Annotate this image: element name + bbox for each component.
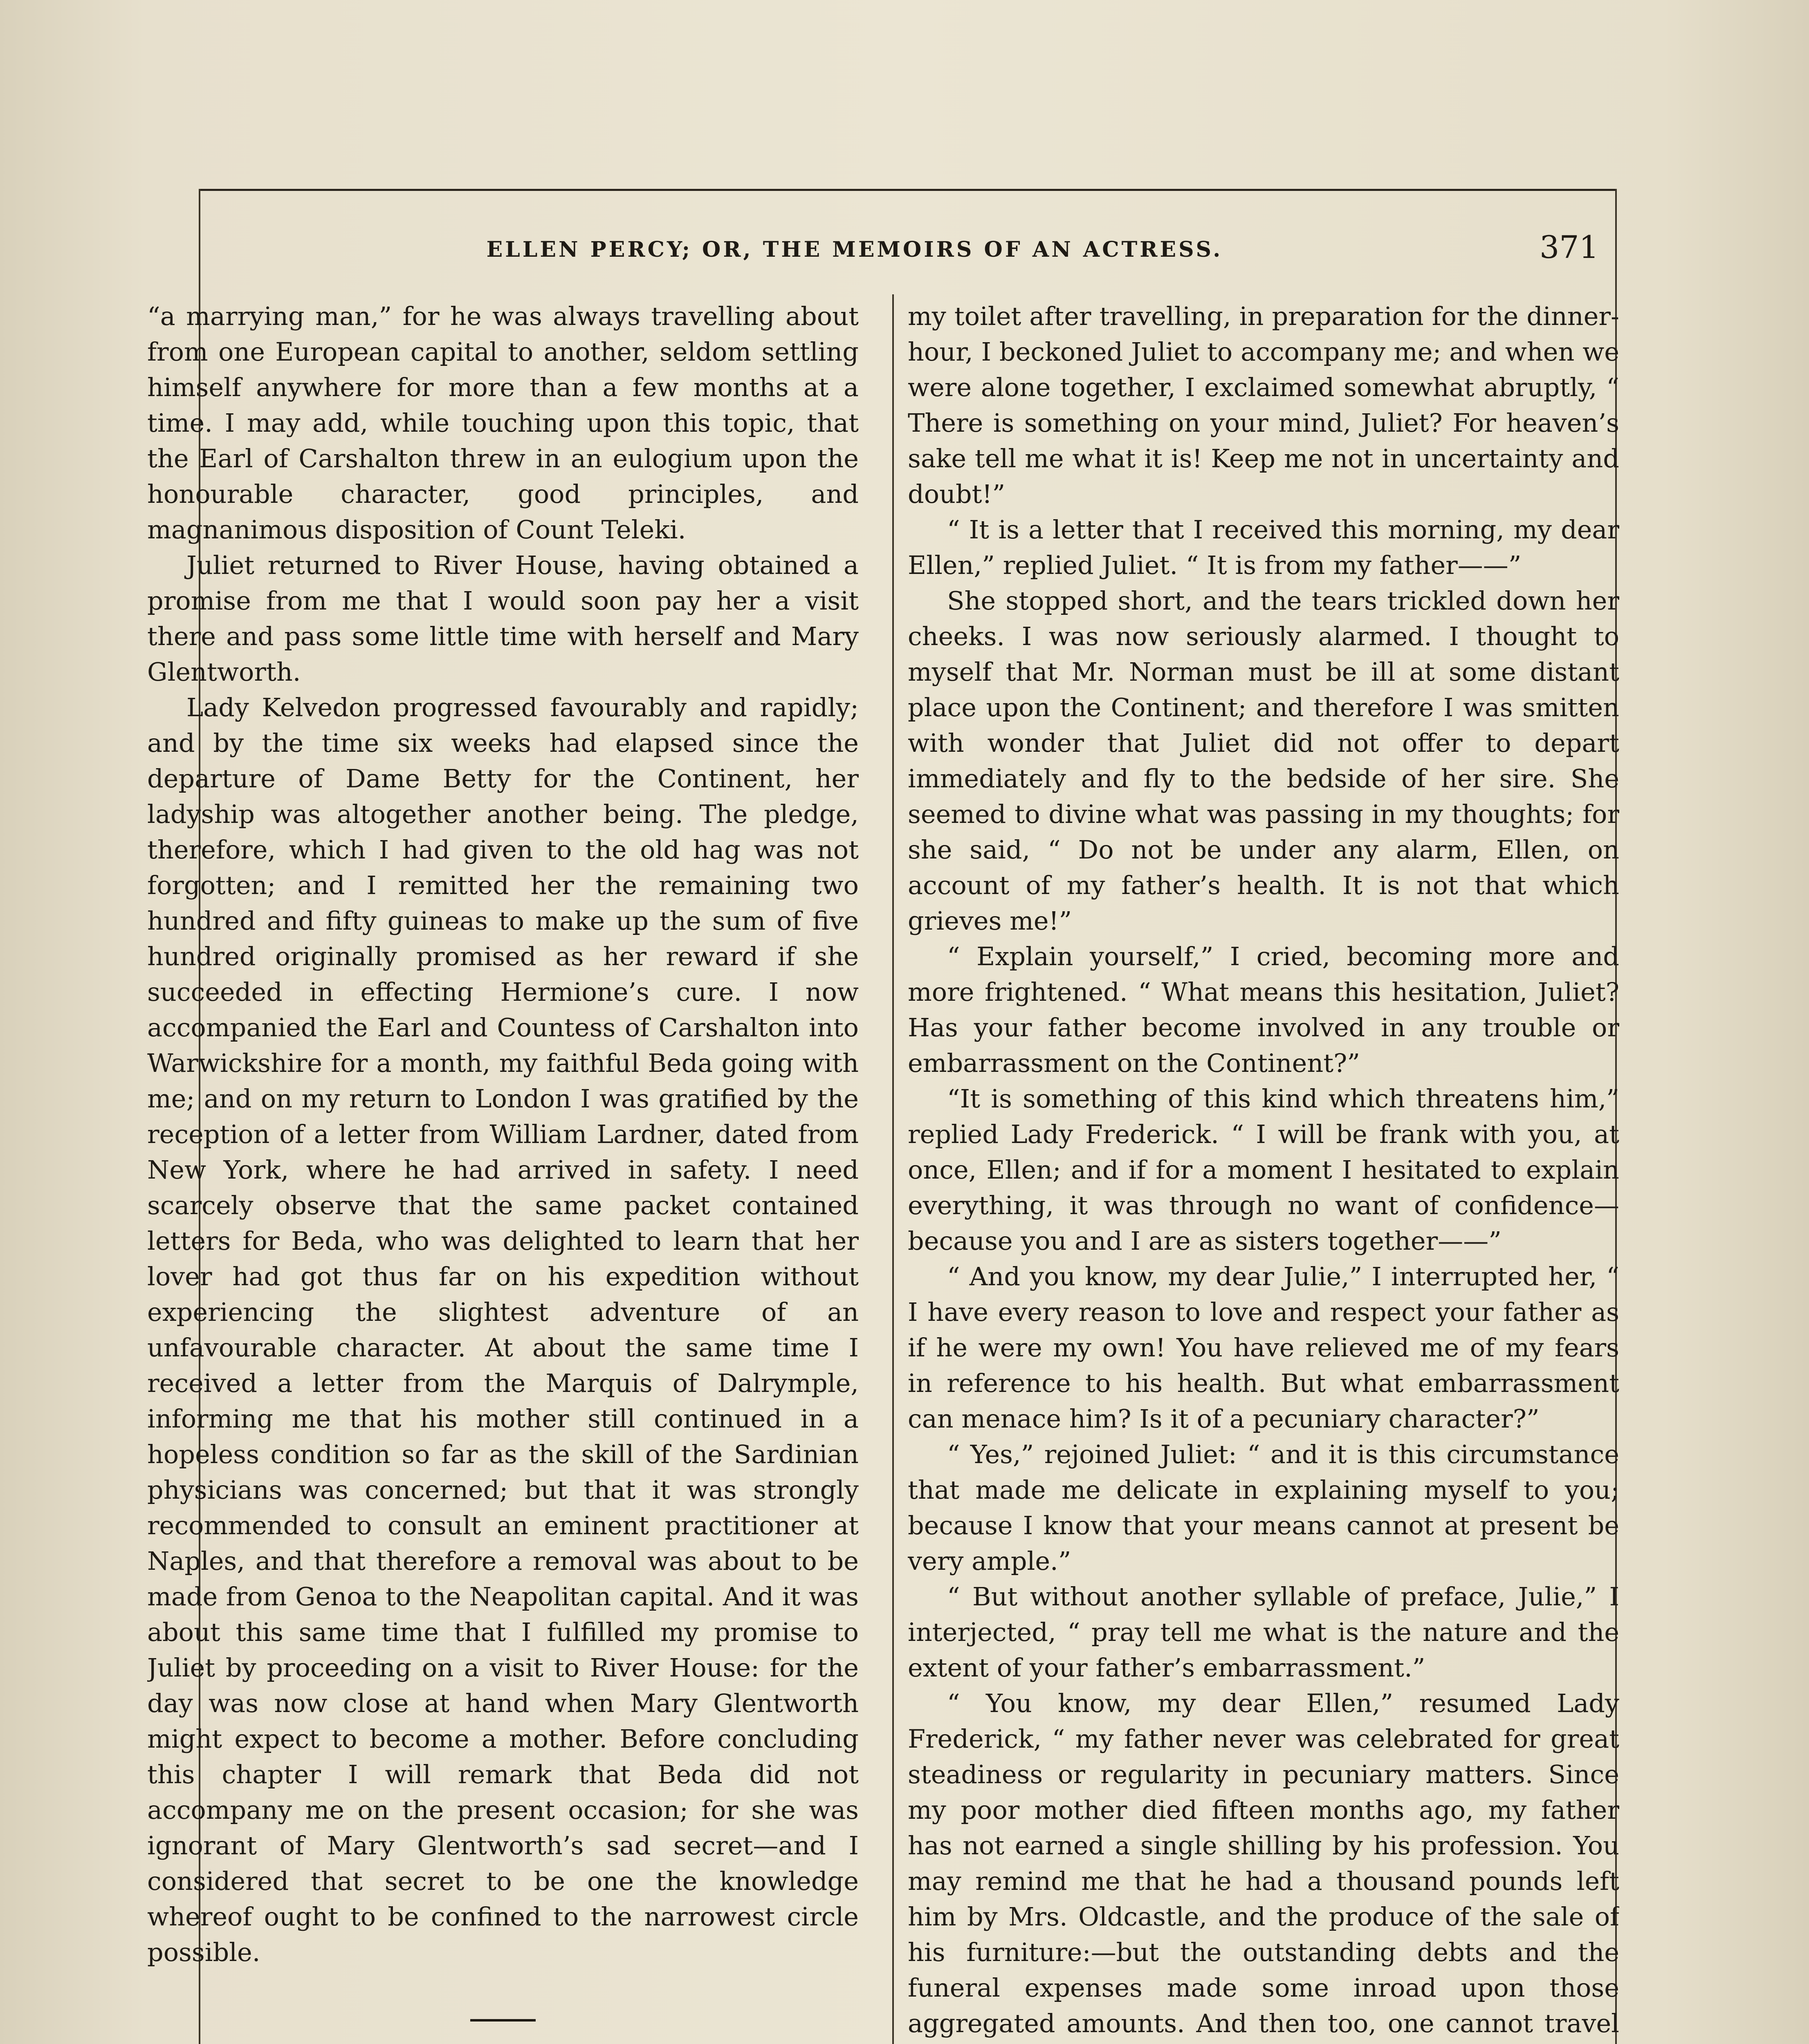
paragraph: Juliet returned to River House, having obtained a promise from me that I would soon pay her a visit there and pass some little time with herself and Mary Glentworth.	[147, 550, 859, 687]
left-column	[147, 298, 859, 2044]
column-divider	[892, 294, 894, 2044]
paragraph: “ But without another syllable of preface, Julie,” I interjected, “ pray tell me what is the nature and the extent of your father’s embarrassment.”	[908, 1582, 1619, 1683]
paragraph: my toilet after travelling, in preparation for the dinner-hour, I beckoned Juliet to accompany me; and when we were alone together, I exclaimed somewhat abruptly, “ There is something on your mind, Juliet? For heaven’s sake tell me what it is! Keep me not in uncertainty and doubt!”	[908, 301, 1619, 509]
paragraph: “ You know, my dear Ellen,” resumed Lady Frederick, “ my father never was celebrated for great steadiness or regularity in pecuniary matters. Since my poor mother died fifteen months ago, my father has not earned a single shilling by his profession. You may remind me that he had a thousand pounds left him by Mrs. Oldcastle, and the produce of the sale of his furniture:—but the outstanding debts and the funeral expenses made some inroad upon those aggregated amounts. And then too, one cannot travel	[908, 1688, 1619, 2038]
paragraph: “ It is a letter that I received this morning, my dear Ellen,” replied Juliet. “ It is from my father——”	[908, 515, 1619, 580]
paragraph: She stopped short, and the tears trickled down her cheeks. I was now seriously alarmed. I thought to myself that Mr. Norman must be ill at some distant place upon the Continent; and therefore I was smitten with wonder that Juliet did not offer to depart immediately and fly to the bedside of her sire. She seemed to divine what was passing in my thoughts; for she said, “ Do not be under any alarm, Ellen, on account of my father’s health. It is not that which grieves me!”	[908, 586, 1619, 936]
paragraph: “ Explain yourself,” I cried, becoming more and more frightened. “ What means this hesitation, Juliet? Has your father become involved in any trouble or embarrassment on the Continent?”	[908, 941, 1619, 1078]
running-title: ELLEN PERCY; OR, THE MEMOIRS OF AN ACTRESS.	[486, 237, 1223, 262]
paragraph: “a marrying man,” for he was always travelling about from one European capital to another, seldom settling himself anywhere for more than a few months at a time. I may add, while touching upon this topic, that the Earl of Carshalton threw in an eulogium upon the honourable character, good principles, and magnanimous disposition of Count Teleki.	[147, 301, 859, 545]
paragraph: “ And you know, my dear Julie,” I interrupted her, “ I have every reason to love and respect your father as if he were my own! You have relieved me of my fears in reference to his health. But what embarrassment can menace him? Is it of a pecuniary character?”	[908, 1262, 1619, 1434]
paragraph: “It is something of this kind which threatens him,” replied Lady Frederick. “ I will be frank with you, at once, Ellen; and if for a moment I hesitated to explain everything, it was through no want of confidence—because you and I are as sisters together——”	[908, 1084, 1619, 1256]
paragraph: Lady Kelvedon progressed favourably and rapidly; and by the time six weeks had elapsed since the departure of Dame Betty for the Continent, her ladyship was altogether another being. The pledge, therefore, which I had given to the old hag was not forgotten; and I remitted her the remaining two hundred and fifty guineas to make up the sum of five hundred originally promised as her reward if she succeeded in effecting Hermione’s cure. I now accompanied the Earl and Countess of Carshalton into Warwickshire for a month, my faithful Beda going with me; and on my return to London I was gratified by the reception of a letter from William Lardner, dated from New York, where he had arrived in safety. I need scarcely observe that the same packet contained letters for Beda, who was delighted to learn that her lover had got thus far on his expedition without experiencing the slightest adventure of an unfavourable character. At about the same time I received a letter from the Marquis of Dalrymple, informing me that his mother still continued in a hopeless condition so far as the skill of the Sardinian physicians was concerned; but that it was strongly recommended to consult an eminent practitioner at Naples, and that therefore a removal was about to be made from Genoa to the Neapolitan capital. And it was about this same time that I fulfilled my promise to Juliet by proceeding on a visit to River House: for the day was now close at hand when Mary Glentworth might expect to become a mother. Before concluding this chapter I will remark that Beda did not accompany me on the present occasion; for she was ignorant of Mary Glentworth’s sad secret—and I considered that secret to be one the knowledge whereof ought to be confined to the narrowest circle possible.	[147, 693, 859, 1967]
paragraph: “ Yes,” rejoined Juliet: “ and it is this circumstance that made me delicate in explaining myself to you; because I know that your means cannot at present be very ample.”	[908, 1439, 1619, 1576]
right-column	[908, 298, 1619, 2044]
chapter-separator-rule	[470, 2019, 536, 2022]
page-header	[200, 229, 1615, 278]
page-number: 371	[1539, 229, 1599, 265]
top-border-rule	[200, 189, 1615, 191]
